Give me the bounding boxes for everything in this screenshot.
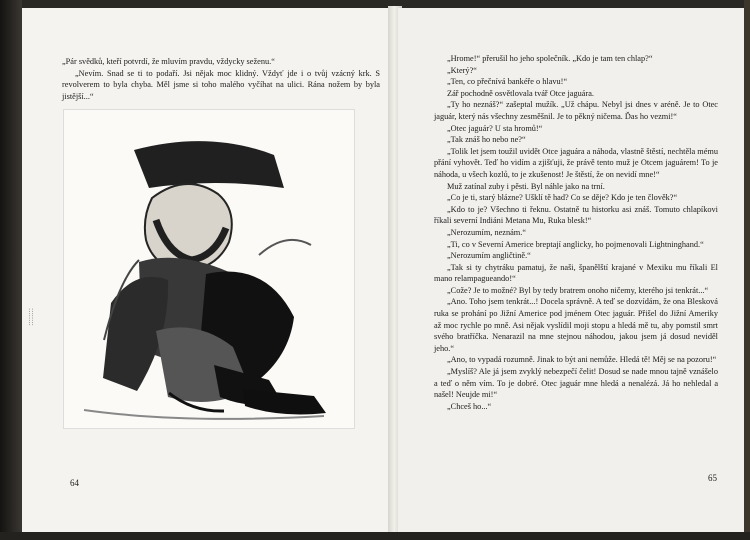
right-paragraph-15: „Tak si ty chytráku pamatuj, že naši, španělští krajané v Mexiku mu říkali El mano relampagueando!“ — [434, 262, 718, 284]
right-paragraph-20: „Chceš ho...“ — [447, 401, 492, 411]
right-paragraph-8: „Tolik let jsem toužil uvidět Otce jaguára a náhoda, vlastně štěstí, nechtěla mému přání vyhovět. Teď ho vidím a zjišťuji, že právě tento muž je Otcem jaguárem! To je náhoda, u všech kozlů, to je zkušenost! Je štěstí, že on nevidí mne!“ — [434, 146, 718, 179]
right-paragraph-4: Zář pochodně osvětlovala tvář Otce jaguára. — [447, 88, 594, 98]
right-paragraph-13: „Ti, co v Severní Americe breptají anglicky, ho pojmenovali Lightninghand.“ — [447, 239, 704, 249]
right-paragraph-14: „Nerozumím angličtině.“ — [447, 251, 531, 261]
right-paragraph-2: „Který?“ — [447, 65, 477, 75]
left-paragraph-1: „Pár svědků, kteří potvrdí, že mluvím pravdu, vždycky seženu.“ — [62, 57, 275, 66]
book-illustration — [63, 109, 355, 429]
right-paragraph-3: „Ten, co přečnívá bankéře o hlavu!“ — [447, 77, 568, 87]
book-edge-left — [0, 0, 22, 540]
right-paragraph-11: „Kdo to je? Všechno ti řeknu. Ostatně tu historku asi znáš. Tomuto chlapíkovi říkali severní Indiáni Metana Mu, Ruka blesk!“ — [434, 204, 718, 226]
right-paragraph-1: „Hrome!“ přerušil ho jeho společník. „Kdo je tam ten chlap?“ — [447, 54, 653, 63]
left-text-block — [62, 56, 380, 102]
left-paragraph-2: „Nevím. Snad se ti to podaří. Jsi nějak moc klidný. Vždyť jde i o tvůj vzácný krk. S revolverem to byla chyba. Měl jsme si toho malého vyčíhat na ulici. Rána nožem by byla jistější...“ — [62, 68, 380, 101]
illustration-drawing — [64, 110, 354, 428]
left-page-number: 64 — [70, 478, 79, 488]
right-paragraph-6: „Otec jaguár? U sta hromů!“ — [447, 123, 543, 133]
right-paragraph-7: „Tak znáš ho nebo ne?“ — [447, 135, 526, 145]
right-paragraph-12: „Nerozumím, neznám.“ — [447, 227, 527, 237]
right-page — [398, 8, 744, 532]
book-bottom-edge — [0, 532, 750, 540]
book-edge-right — [744, 0, 750, 540]
right-paragraph-16: „Cože? Je to možné? Byl by tedy bratrem onoho ničemy, kterého jsi tenkrát...“ — [447, 285, 709, 295]
right-paragraph-10: „Co je ti, starý blázne? Ušklí tě had? Co se děje? Kdo je ten člověk?“ — [447, 193, 678, 203]
right-paragraph-9: Muž zatínal zuby i pěsti. Byl náhle jako na trní. — [447, 181, 605, 191]
right-paragraph-17: „Ano. Toho jsem tenkrát...! Docela správně. A teď se dozvídám, že ona Blesková ruka se prohání po Jižní Americe pod jménem Otec jaguár. Přišel do Jižní Ameriky až moc rychle po mně. Asi nějak vyslídil moji stopu a hledá mě tu, aby pomstil smrt svého bratříčka. Nenarazil na mne stejnou náhodou, jakou jsem já dosud neviděl jeho.“ — [434, 297, 718, 353]
right-text-block — [434, 53, 718, 412]
right-page-number: 65 — [708, 473, 717, 483]
right-paragraph-18: „Ano, to vypadá rozumně. Jinak to být ani nemůže. Hledá tě! Měj se na pozoru!“ — [447, 355, 717, 365]
right-paragraph-19: „Myslíš? Ale já jsem zvyklý nebezpečí čelit! Dosud se nade mnou tajně vznášelo a teď o něm vím. To je dobré. Otec jaguár mne hledá a nenalézá. Já ho nehledal a našel! Neujde mi!“ — [434, 367, 718, 400]
left-page — [22, 8, 395, 532]
right-paragraph-5: „Ty ho neznáš?“ zašeptal mužík. „Už chápu. Nebyl jsi dnes v aréně. Je to Otec jaguár, který nás všechny zesměšnil. Je to pěkný ničema. Ďas ho vezmi!“ — [434, 100, 718, 121]
left-page-edge-marks: :::::::: — [27, 308, 36, 326]
